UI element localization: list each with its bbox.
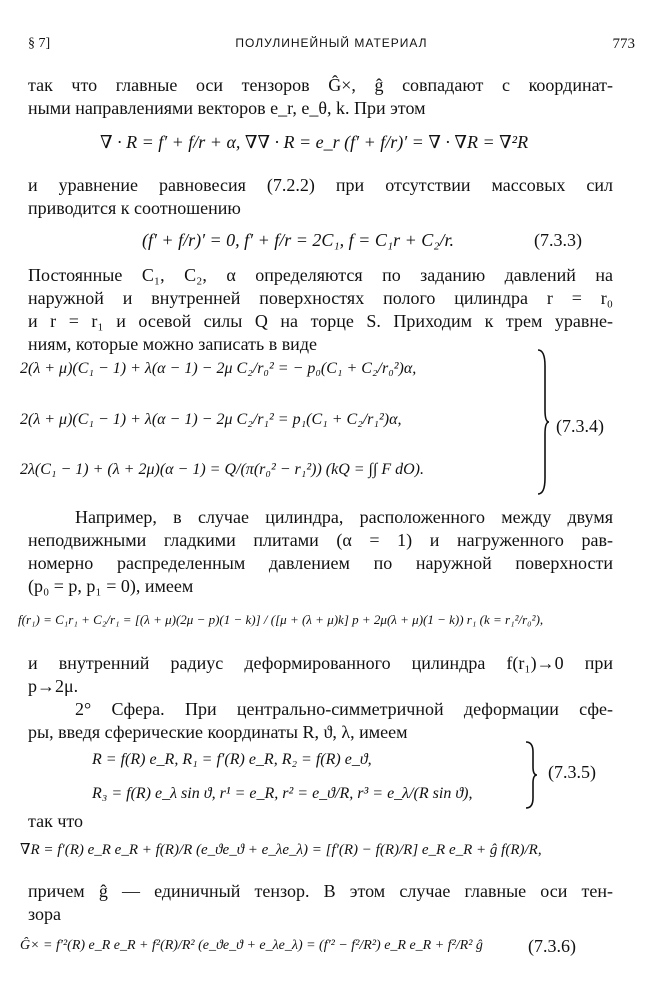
text-line: причем ĝ — единичный тензор. В этом случае главные оси тен-: [28, 881, 613, 901]
equation-7-3-3: (f′ + f/r)′ = 0, f′ + f/r = 2C₁, f = C₁r + C₂/r.: [142, 230, 455, 250]
right-brace: [536, 348, 550, 496]
equation-number: (7.3.4): [556, 416, 604, 436]
equation-number: (7.3.3): [534, 230, 582, 250]
text-line: p→2μ.: [28, 676, 79, 696]
text-line: Постоянные C₁, C₂, α определяются по заданию давлений на: [28, 265, 613, 285]
equation-7-3-6: Ĝ× = f′²(R) e_R e_R + f²(R)/R² (e_ϑe_ϑ + e_λe_λ) = (f′² − f²/R²) e_R e_R + f²/R² ĝ: [20, 938, 483, 953]
chapter-title: ПОЛУЛИНЕЙНЫЙ МАТЕРИАЛ: [235, 36, 428, 50]
text-line: и r = r₁ и осевой силы Q на торце S. Приходим к трем уравне-: [28, 311, 613, 331]
text-line: (p₀ = p, p₁ = 0), имеем: [28, 576, 194, 596]
equation-7-3-4-b: 2(λ + μ)(C₁ − 1) + λ(α − 1) − 2μ C₂/r₁² = p₁(C₁ + C₂/r₁²)α,: [20, 411, 402, 428]
text-line: так что главные оси тензоров Ĝ×, ĝ совпадают с координат-: [28, 75, 613, 95]
text-line: неподвижными гладкими плитами (α = 1) и нагруженного рав-: [28, 530, 613, 550]
equation-7-3-4-c: 2λ(C₁ − 1) + (λ + 2μ)(α − 1) = Q/(π(r₀² − r₁²)) (kQ = ∫∫ F dO).: [20, 461, 424, 478]
text-line: зора: [28, 904, 61, 924]
text-line: приводится к соотношению: [28, 198, 241, 218]
text-line: 2° Сфера. При центрально-симметричной деформации сфе-: [75, 699, 613, 719]
equation-grad-R: ∇R = f′(R) e_R e_R + f(R)/R (e_ϑe_ϑ + e_λe_λ) = [f′(R) − f(R)/R] e_R e_R + ĝ f(R)/R,: [20, 842, 542, 858]
running-header: [28, 36, 635, 58]
text-line: номерно распределенным давлением по наружной поверхности: [28, 553, 613, 573]
text-line: Например, в случае цилиндра, расположенного между двумя: [75, 507, 613, 527]
equation-divergence: ∇ · R = f′ + f/r + α, ∇∇ · R = e_r (f′ + f/r)′ = ∇ · ∇R = ∇²R: [100, 132, 529, 152]
text-line: наружной и внутренней поверхностях полого цилиндра r = r₀: [28, 288, 613, 308]
equation-number: (7.3.6): [528, 936, 576, 956]
text-line: ниям, которые можно записать в виде: [28, 334, 317, 354]
equation-7-3-5-b: R₃ = f(R) e_λ sin ϑ, r¹ = e_R, r² = e_ϑ/R, r³ = e_λ/(R sin ϑ),: [92, 785, 473, 802]
text-line: и уравнение равновесия (7.2.2) при отсутствии массовых сил: [28, 175, 613, 195]
section-ref: § 7]: [28, 36, 51, 51]
equation-7-3-4-a: 2(λ + μ)(C₁ − 1) + λ(α − 1) − 2μ C₂/r₀² = − p₀(C₁ + C₂/r₀²)α,: [20, 360, 417, 377]
text-line: и внутренний радиус деформированного цилиндра f(r₁)→0 при: [28, 653, 613, 673]
text-line: ры, введя сферические координаты R, ϑ, λ, имеем: [28, 722, 408, 742]
page-number: 773: [612, 36, 635, 52]
right-brace: [524, 740, 538, 810]
equation-number: (7.3.5): [548, 762, 596, 782]
text-line: так что: [28, 811, 84, 831]
equation-f-r1: f(r₁) = C₁r₁ + C₂/r₁ = [(λ + μ)(2μ − p)(1 − k)] / ([μ + (λ + μ)k] p + 2μ(λ + μ)(1 − k)) r₁ (k = r₁²/r₀²),: [18, 612, 544, 627]
equation-7-3-5-a: R = f(R) e_R, R₁ = f′(R) e_R, R₂ = f(R) e_ϑ,: [92, 751, 372, 768]
text-line: ными направлениями векторов e_r, e_θ, k. При этом: [28, 98, 426, 118]
